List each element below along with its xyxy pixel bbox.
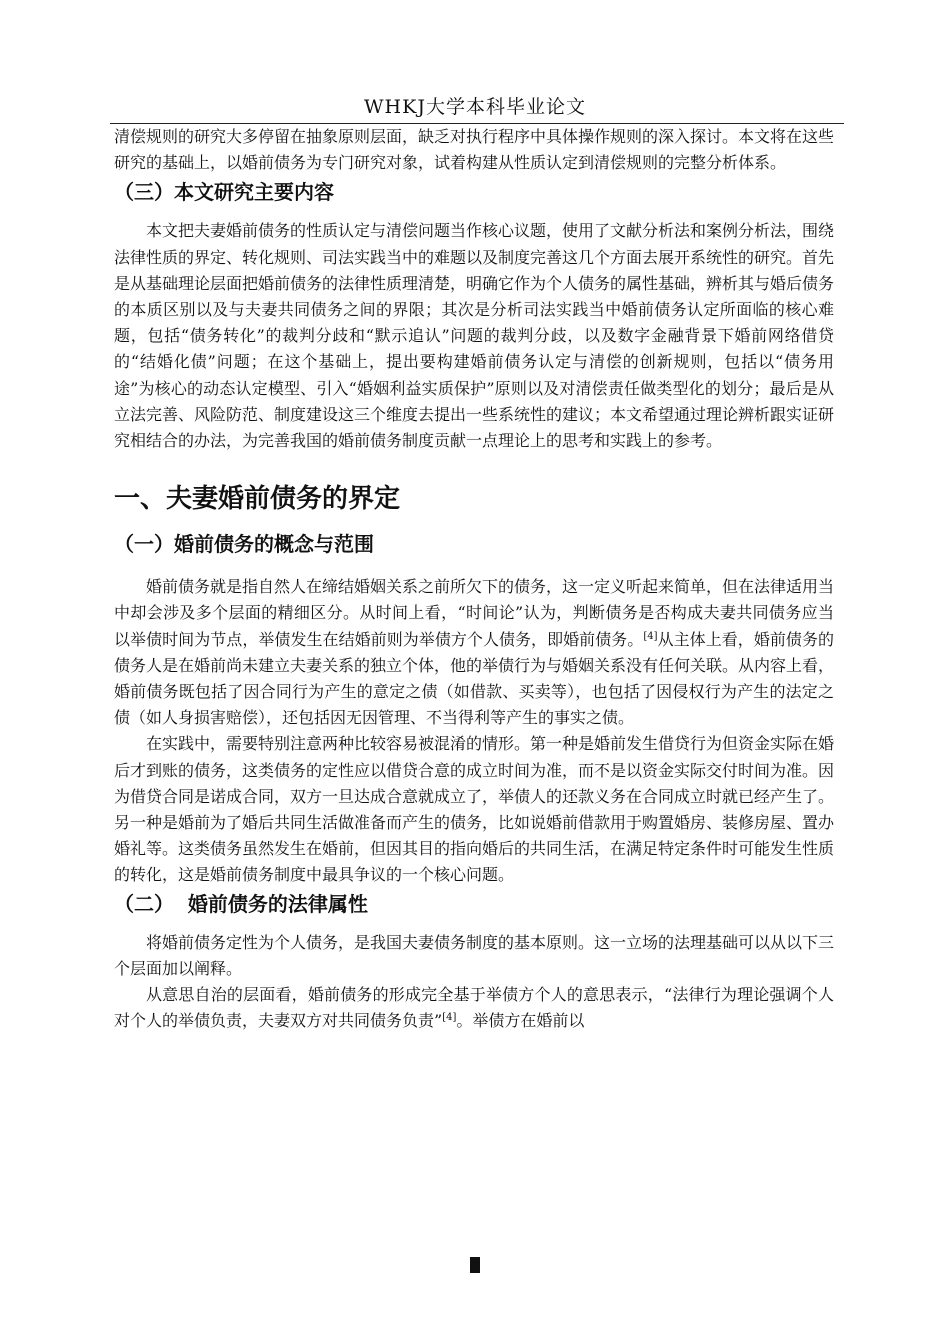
paragraph-autonomy-text-b: 。举债方在婚前以 — [456, 1011, 585, 1031]
paragraph-autonomy — [114, 982, 834, 1034]
paragraph-practice: 在实践中，需要特别注意两种比较容易被混淆的情形。第一种是婚前发生借贷行为但资金实际在婚后才到账的债务，这类债务的定性应以借贷合意的成立时间为准，而不是以资金实际交付时间为准。因为借贷合同是诺成合同，双方一旦达成合意就成立了，举债人的还款义务在合同成立时就已经产生了。另一种是婚前为了婚后共同生活做准备而产生的债务，比如说婚前借款用于购置婚房、装修房屋、置办婚礼等。这类债务虽然发生在婚前，但因其目的指向婚后的共同生活，在满足特定条件时可能发生性质的转化，这是婚前债务制度中最具争议的一个核心问题。 — [114, 734, 835, 885]
paragraph-main-content: 本文把夫妻婚前债务的性质认定与清偿问题当作核心议题，使用了文献分析法和案例分析法，围绕法律性质的界定、转化规则、司法实践当中的难题以及制度完善这几个方面去展开系统性的研究。首先是从基础理论层面把婚前债务的法律性质理清楚，明确它作为个人债务的属性基础，辨析其与婚后债务的本质区别以及与夫妻共同债务之间的界限；其次是分析司法实践当中婚前债务认定所面临的核心难题，包括“债务转化”的裁判分歧和“默示追认”问题的裁判分歧，以及数字金融背景下婚前网络借贷的“结婚化债”问题；在这个基础上，提出要构建婚前债务认定与清偿的创新规则，包括以“债务用途”为核心的动态认定模型、引入“婚姻利益实质保护”原则以及对清偿责任做类型化的划分；最后是从立法完善、风险防范、制度建设这三个维度去提出一些系统性的建议；本文希望通过理论辨析跟实证研究相结合的办法，为完善我国的婚前债务制度贡献一点理论上的思考和实践上的参考。 — [114, 221, 835, 451]
page-number-marker — [470, 1257, 480, 1273]
paragraph-autonomy-text-a: 从意思自治的层面看，婚前债务的形成完全基于举债方个人的意思表示，“法律行为理论强调个人对个人的举债负责，夫妻双方对共同债务负责” — [114, 985, 834, 1031]
paragraph-intro-continuation: 清偿规则的研究大多停留在抽象原则层面，缺乏对执行程序中具体操作规则的深入探讨。本文将在这些研究的基础上，以婚前债务为专门研究对象，试着构建从性质认定到清偿规则的完整分析体系。 — [114, 127, 835, 173]
page-content — [114, 124, 834, 1034]
citation-ref: [4] — [643, 630, 658, 642]
page-header-title: WHKJ大学本科毕业论文 — [364, 96, 586, 118]
section-heading-main-content: （三）本文研究主要内容 — [114, 180, 334, 205]
paragraph-concept-text-b: 从主体上看，婚前债务的债务人是在婚前尚未建立夫妻关系的独立个体，他的举债行为与婚姻关系没有任何关联。从内容上看，婚前债务既包括了因合同行为产生的意定之债（如借款、买卖等），也包括了因侵权行为产生的法定之债（如人身损害赔偿），还包括因无因管理、不当得利等产生的事实之债。 — [114, 629, 835, 728]
citation-ref: [4] — [442, 1012, 457, 1024]
paragraph-legal-attribute: 将婚前债务定性为个人债务，是我国夫妻债务制度的基本原则。这一立场的法理基础可以从以下三个层面加以阐释。 — [114, 932, 835, 978]
paragraph-concept-text-a: 婚前债务就是指自然人在缔结婚姻关系之前所欠下的债务，这一定义听起来简单，但在法律适用当中却会涉及多个层面的精细区分。从时间上看，“时间论”认为，判断债务是否构成夫妻共同债务应当以举债时间为节点，举债发生在结婚前则为举债方个人债务，即婚前债务。 — [114, 577, 835, 649]
chapter-heading: 一、夫妻婚前债务的界定 — [114, 484, 401, 515]
section-heading-concept: （一）婚前债务的概念与范围 — [114, 532, 374, 557]
section-heading-legal-attribute: （二） 婚前债务的法律属性 — [114, 891, 368, 916]
paragraph-concept — [114, 574, 834, 731]
